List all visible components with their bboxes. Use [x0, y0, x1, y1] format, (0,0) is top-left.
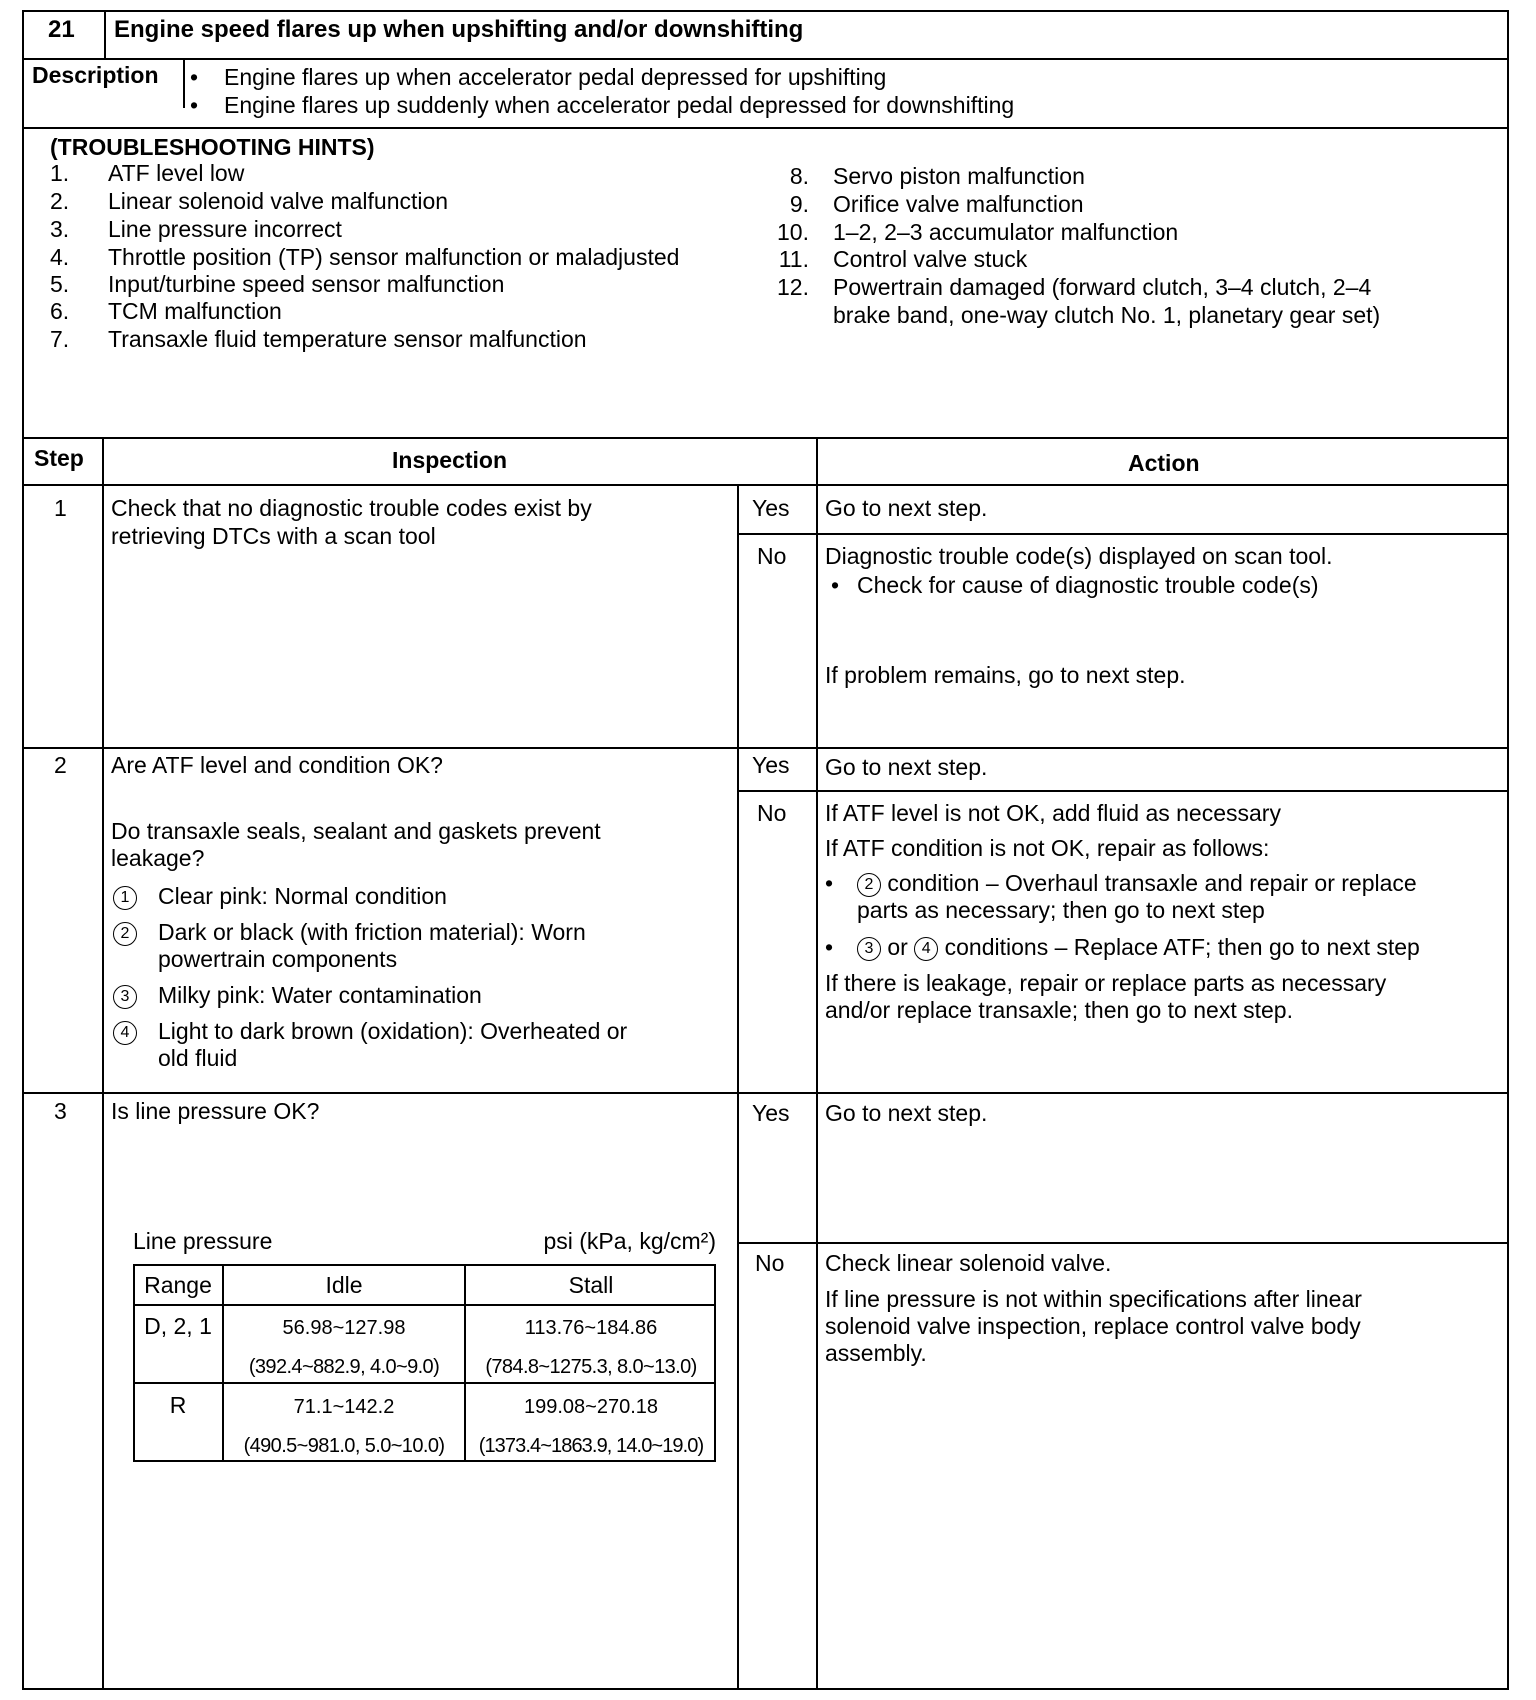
hint-item: Servo piston malfunction [833, 163, 1085, 189]
condition-2-text: Dark or black (with friction material): Worn [158, 919, 586, 945]
table-cell-stall: 113.76~184.86 [524, 1317, 658, 1339]
hint-number: 8. [789, 163, 809, 189]
yes-action: Go to next step. [825, 495, 988, 521]
inspection-text: retrieving DTCs with a scan tool [111, 523, 436, 549]
hint-item: Orifice valve malfunction [833, 191, 1084, 217]
hint-item: TCM malfunction [108, 298, 282, 324]
no-action-text: If there is leakage, repair or replace parts as necessary [825, 970, 1387, 996]
no-action-text: If ATF condition is not OK, repair as follows: [825, 835, 1270, 861]
no-action-text: Diagnostic trouble code(s) displayed on scan tool. [825, 543, 1333, 569]
hint-item: Powertrain damaged (forward clutch, 3–4 clutch, 2–4 [833, 274, 1372, 300]
problem-title: Engine speed flares up when upshifting and/or downshifting [114, 16, 804, 43]
description-item-2: Engine flares up suddenly when accelerator pedal depressed for downshifting [224, 92, 1015, 118]
table-cell-idle-metric: (490.5~981.0, 5.0~10.0) [243, 1435, 445, 1457]
condition-2-mark: 2 [113, 919, 137, 946]
condition-2-text: powertrain components [158, 946, 398, 972]
table-cell-idle-metric: (392.4~882.9, 4.0~9.0) [248, 1356, 440, 1378]
column-header-action: Action [1128, 450, 1200, 476]
hint-item: Linear solenoid valve malfunction [108, 188, 449, 214]
hint-item: Control valve stuck [833, 246, 1028, 272]
hint-number: 1. [50, 160, 70, 186]
hint-item: ATF level low [108, 160, 245, 186]
line-pressure-units: psi (kPa, kg/cm²) [543, 1228, 716, 1254]
condition-4-text: Light to dark brown (oxidation): Overheated or [158, 1018, 628, 1044]
hint-number: 10. [777, 219, 809, 245]
table-cell-idle: 71.1~142.2 [293, 1396, 395, 1418]
hint-item: 1–2, 2–3 accumulator malfunction [833, 219, 1179, 245]
condition-1-mark: 1 [113, 883, 137, 910]
inspection-text: Is line pressure OK? [111, 1098, 320, 1124]
table-cell-stall-metric: (784.8~1275.3, 8.0~13.0) [485, 1356, 697, 1378]
hint-number: 2. [50, 188, 70, 214]
problem-number: 21 [48, 16, 75, 43]
yes-action: Go to next step. [825, 1100, 988, 1126]
yes-label: Yes [752, 752, 790, 778]
yes-label: Yes [752, 495, 790, 521]
no-action-bullet-marker: • [825, 934, 834, 960]
inspection-text: Check that no diagnostic trouble codes exist by [111, 495, 592, 521]
no-action-text: solenoid valve inspection, replace control valve body [825, 1313, 1361, 1339]
no-action-bullet-marker: • [825, 870, 834, 896]
hint-item: Line pressure incorrect [108, 216, 342, 242]
inspection-text: Are ATF level and condition OK? [111, 752, 443, 778]
yes-action: Go to next step. [825, 754, 988, 780]
table-cell-range: R [169, 1392, 187, 1418]
description-label: Description [32, 62, 159, 88]
hint-item: Input/turbine speed sensor malfunction [108, 271, 505, 297]
condition-3-mark: 3 [113, 982, 137, 1009]
description-bullet-1: • [190, 64, 199, 90]
step-number: 3 [54, 1098, 67, 1124]
inspection-text: leakage? [111, 845, 205, 871]
no-action-text: If line pressure is not within specifications after linear [825, 1286, 1362, 1312]
hint-item: Throttle position (TP) sensor malfunction or maladjusted [108, 244, 680, 270]
hint-number: 3. [50, 216, 70, 242]
no-action-text: If ATF level is not OK, add fluid as necessary [825, 800, 1281, 826]
hints-title: (TROUBLESHOOTING HINTS) [50, 134, 375, 160]
hint-number: 11. [778, 246, 809, 272]
condition-3-text: Milky pink: Water contamination [158, 982, 482, 1008]
hint-item: brake band, one-way clutch No. 1, planetary gear set) [833, 302, 1381, 328]
no-action-bullet: 3 or 4 conditions – Replace ATF; then go to next step [857, 934, 1420, 961]
description-item-1: Engine flares up when accelerator pedal depressed for upshifting [224, 64, 887, 90]
no-action-text: and/or replace transaxle; then go to next step. [825, 997, 1293, 1023]
hint-number: 12. [777, 274, 809, 300]
table-header-stall: Stall [568, 1272, 614, 1298]
no-action-bullet: 2 condition – Overhaul transaxle and repair or replace [857, 870, 1417, 897]
step-number: 2 [54, 752, 67, 778]
table-cell-range: D, 2, 1 [144, 1313, 212, 1339]
table-cell-stall: 199.08~270.18 [523, 1396, 659, 1418]
hint-number: 9. [789, 191, 809, 217]
condition-1-text: Clear pink: Normal condition [158, 883, 447, 909]
no-action-bullet: • Check for cause of diagnostic trouble code(s) [857, 572, 1319, 599]
condition-4-text: old fluid [158, 1045, 238, 1071]
description-bullet-2: • [190, 92, 199, 118]
no-action-bullet: parts as necessary; then go to next step [857, 897, 1265, 923]
no-label: No [755, 1250, 785, 1276]
hint-number: 6. [50, 298, 70, 324]
no-action-text: assembly. [825, 1340, 927, 1366]
hint-number: 5. [50, 271, 70, 297]
column-header-inspection: Inspection [392, 447, 508, 473]
no-label: No [757, 800, 787, 826]
inspection-text: Do transaxle seals, sealant and gaskets prevent [111, 818, 601, 844]
line-pressure-label: Line pressure [133, 1228, 273, 1254]
table-header-range: Range [144, 1272, 212, 1298]
table-cell-idle: 56.98~127.98 [282, 1317, 406, 1339]
no-action-text: If problem remains, go to next step. [825, 662, 1186, 688]
hint-number: 4. [50, 244, 70, 270]
column-header-step: Step [34, 445, 84, 471]
table-cell-stall-metric: (1373.4~1863.9, 14.0~19.0) [478, 1435, 704, 1457]
yes-label: Yes [752, 1100, 790, 1126]
table-header-idle: Idle [325, 1272, 363, 1298]
hint-item: Transaxle fluid temperature sensor malfunction [108, 326, 587, 352]
step-number: 1 [54, 495, 67, 521]
no-action-text: Check linear solenoid valve. [825, 1250, 1112, 1276]
hint-number: 7. [50, 326, 70, 352]
no-label: No [757, 543, 787, 569]
condition-4-mark: 4 [113, 1018, 137, 1045]
